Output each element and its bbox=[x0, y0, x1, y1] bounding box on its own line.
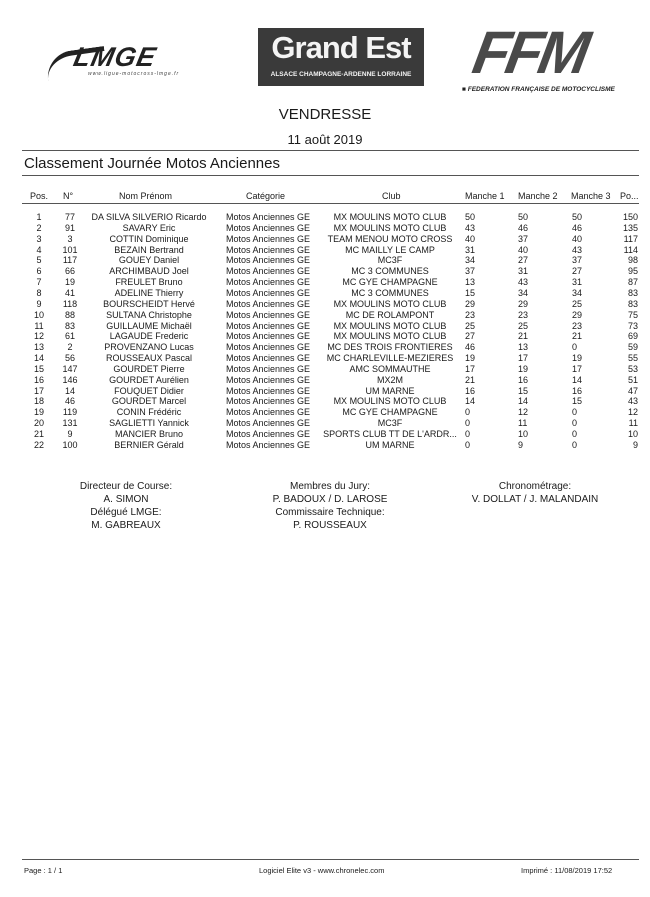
cell-pts: 11 bbox=[628, 418, 638, 429]
cell-num: 131 bbox=[62, 418, 78, 429]
cell-pts: 150 bbox=[622, 212, 638, 222]
cell-club: MX MOULINS MOTO CLUB bbox=[333, 396, 447, 407]
cell-m3: 50 bbox=[572, 212, 583, 222]
cell-num: 46 bbox=[64, 396, 75, 407]
cell-name: SULTANA Christophe bbox=[106, 309, 192, 320]
cell-m2: 15 bbox=[518, 385, 529, 396]
cell-num: 146 bbox=[62, 374, 78, 385]
cell-pts: 69 bbox=[627, 331, 638, 342]
cell-m2: 43 bbox=[518, 277, 529, 288]
header-category: Catégorie bbox=[246, 191, 286, 201]
cell-num: 3 bbox=[67, 233, 73, 244]
lmge-logo-text: LMGE bbox=[70, 42, 160, 72]
cell-pts: 9 bbox=[632, 439, 638, 450]
cell-m3: 43 bbox=[572, 244, 583, 255]
header-name: Nom Prénom bbox=[119, 191, 173, 201]
cell-m3: 0 bbox=[572, 429, 578, 439]
cell-m1: 0 bbox=[465, 439, 471, 450]
divider bbox=[22, 150, 639, 151]
cell-m1: 16 bbox=[465, 385, 476, 396]
cell-m2: 21 bbox=[518, 331, 529, 342]
header-m1: Manche 1 bbox=[465, 191, 505, 201]
cell-category: Motos Anciennes GE bbox=[226, 374, 311, 385]
cell-club: MC GYE CHAMPAGNE bbox=[342, 277, 438, 288]
cell-m2: 31 bbox=[518, 266, 529, 277]
cell-pts: 114 bbox=[623, 244, 638, 255]
cell-m3: 14 bbox=[572, 374, 583, 385]
divider bbox=[22, 175, 639, 176]
cell-name: MANCIER Bruno bbox=[114, 429, 184, 439]
cell-name: SAVARY Eric bbox=[122, 222, 176, 233]
cell-m3: 0 bbox=[572, 407, 578, 418]
cell-m3: 17 bbox=[572, 363, 583, 374]
cell-pts: 117 bbox=[623, 233, 638, 244]
cell-m1: 19 bbox=[465, 353, 476, 363]
cell-m3: 46 bbox=[572, 222, 583, 233]
cell-club: MC DES TROIS FRONTIERES bbox=[327, 342, 453, 353]
cell-pts: 135 bbox=[622, 222, 638, 233]
cell-m3: 25 bbox=[572, 298, 583, 309]
cell-pts: 51 bbox=[627, 374, 638, 385]
grand-est-logo-text: Grand Est bbox=[271, 30, 411, 65]
cell-category: Motos Anciennes GE bbox=[226, 298, 311, 309]
cell-num: 147 bbox=[62, 363, 78, 374]
cell-m1: 13 bbox=[465, 277, 476, 288]
cell-pos: 3 bbox=[36, 233, 42, 244]
cell-m2: 17 bbox=[518, 353, 529, 363]
cell-name: CONIN Frédéric bbox=[116, 407, 182, 418]
cell-m3: 15 bbox=[572, 396, 583, 407]
header-m3: Manche 3 bbox=[571, 191, 611, 201]
cell-num: 91 bbox=[64, 222, 75, 233]
cell-pos: 1 bbox=[36, 212, 42, 222]
cell-category: Motos Anciennes GE bbox=[226, 342, 311, 353]
cell-club: MC3F bbox=[377, 255, 403, 266]
cell-category: Motos Anciennes GE bbox=[226, 407, 311, 418]
cell-m3: 21 bbox=[572, 331, 583, 342]
cell-club: TEAM MENOU MOTO CROSS bbox=[327, 233, 453, 244]
cell-pos: 11 bbox=[34, 320, 44, 331]
cell-category: Motos Anciennes GE bbox=[226, 233, 311, 244]
cell-m1: 43 bbox=[465, 222, 476, 233]
timing-names: V. DOLLAT / J. MALANDAIN bbox=[471, 494, 599, 505]
cell-pts: 75 bbox=[627, 309, 638, 320]
cell-name: BERNIER Gérald bbox=[114, 439, 184, 450]
cell-category: Motos Anciennes GE bbox=[226, 331, 311, 342]
cell-num: 56 bbox=[64, 353, 75, 363]
cell-m1: 17 bbox=[465, 363, 476, 374]
cell-name: PROVENZANO Lucas bbox=[104, 342, 194, 353]
cell-pos: 2 bbox=[36, 222, 42, 233]
cell-m2: 25 bbox=[518, 320, 529, 331]
cell-name: COTTIN Dominique bbox=[109, 233, 189, 244]
cell-pos: 4 bbox=[36, 244, 42, 255]
cell-m3: 27 bbox=[572, 266, 583, 277]
cell-category: Motos Anciennes GE bbox=[226, 266, 311, 277]
cell-m2: 13 bbox=[518, 342, 529, 353]
software-credit: Logiciel Elite v3 - www.chronelec.com bbox=[259, 866, 385, 875]
cell-category: Motos Anciennes GE bbox=[226, 309, 311, 320]
cell-pos: 18 bbox=[33, 396, 44, 407]
header-club: Club bbox=[382, 191, 401, 201]
lmge-logo-url: www.ligue-motocross-lmge.fr bbox=[88, 71, 180, 77]
cell-m2: 19 bbox=[518, 363, 529, 374]
cell-pts: 47 bbox=[627, 385, 638, 396]
cell-pts: 98 bbox=[627, 255, 638, 266]
cell-m2: 9 bbox=[518, 439, 524, 450]
cell-m3: 0 bbox=[572, 342, 578, 353]
footer-divider bbox=[22, 859, 639, 860]
cell-m3: 34 bbox=[572, 287, 583, 298]
lmge-logo bbox=[46, 38, 216, 82]
cell-pos: 16 bbox=[33, 374, 44, 385]
cell-club: AMC SOMMAUTHE bbox=[349, 363, 431, 374]
cell-pts: 95 bbox=[627, 266, 638, 277]
print-timestamp: Imprimé : 11/08/2019 17:52 bbox=[521, 866, 613, 875]
cell-m2: 29 bbox=[518, 298, 529, 309]
delegate-label: Délégué LMGE: bbox=[90, 507, 162, 518]
cell-category: Motos Anciennes GE bbox=[226, 418, 311, 429]
cell-pos: 19 bbox=[33, 407, 44, 418]
cell-m2: 14 bbox=[518, 396, 529, 407]
cell-pos: 13 bbox=[33, 342, 44, 353]
cell-num: 9 bbox=[67, 429, 73, 439]
cell-pts: 87 bbox=[627, 277, 638, 288]
cell-m1: 37 bbox=[465, 266, 476, 277]
cell-pts: 83 bbox=[627, 298, 638, 309]
cell-name: GOURDET Marcel bbox=[111, 396, 187, 407]
cell-pts: 55 bbox=[627, 353, 638, 363]
cell-name: GOURDET Aurélien bbox=[109, 374, 189, 385]
cell-club: MC 3 COMMUNES bbox=[351, 266, 429, 277]
cell-pts: 73 bbox=[627, 320, 638, 331]
cell-category: Motos Anciennes GE bbox=[226, 244, 311, 255]
cell-name: GUILLAUME Michaël bbox=[106, 320, 192, 331]
cell-category: Motos Anciennes GE bbox=[226, 385, 311, 396]
event-location: VENDRESSE bbox=[278, 106, 372, 123]
timing-label: Chronométrage: bbox=[498, 481, 572, 492]
cell-num: 118 bbox=[62, 298, 78, 309]
cell-m2: 16 bbox=[518, 374, 529, 385]
cell-num: 119 bbox=[62, 407, 78, 418]
header-pts: Po... bbox=[620, 191, 639, 201]
cell-num: 100 bbox=[62, 439, 78, 450]
cell-m2: 40 bbox=[518, 244, 529, 255]
cell-pos: 20 bbox=[33, 418, 44, 429]
cell-category: Motos Anciennes GE bbox=[226, 429, 311, 439]
delegate-name: M. GABREAUX bbox=[91, 520, 161, 531]
cell-m3: 31 bbox=[572, 277, 583, 288]
cell-m2: 37 bbox=[518, 233, 529, 244]
cell-category: Motos Anciennes GE bbox=[226, 353, 311, 363]
cell-pts: 83 bbox=[627, 287, 638, 298]
cell-m2: 10 bbox=[518, 429, 529, 439]
cell-club: MX MOULINS MOTO CLUB bbox=[333, 298, 447, 309]
cell-pts: 43 bbox=[627, 396, 638, 407]
cell-m1: 27 bbox=[465, 331, 476, 342]
cell-pos: 6 bbox=[36, 266, 42, 277]
cell-pos: 8 bbox=[36, 287, 42, 298]
cell-pos: 17 bbox=[33, 385, 44, 396]
cell-club: MX2M bbox=[376, 374, 403, 385]
cell-m1: 31 bbox=[465, 244, 476, 255]
cell-name: ADELINE Thierry bbox=[114, 287, 184, 298]
ffm-logo-caption: ■ FEDERATION FRANÇAISE DE MOTOCYCLISME bbox=[462, 86, 615, 93]
cell-category: Motos Anciennes GE bbox=[226, 255, 311, 266]
cell-num: 2 bbox=[67, 342, 73, 353]
cell-category: Motos Anciennes GE bbox=[226, 277, 311, 288]
cell-pos: 7 bbox=[36, 277, 42, 288]
cell-num: 41 bbox=[64, 287, 75, 298]
cell-num: 117 bbox=[62, 255, 78, 266]
cell-pts: 10 bbox=[627, 429, 638, 439]
page-title: Classement Journée Motos Anciennes bbox=[24, 155, 280, 172]
cell-num: 88 bbox=[64, 309, 75, 320]
cell-m1: 14 bbox=[465, 396, 476, 407]
cell-m1: 25 bbox=[465, 320, 476, 331]
grand-est-logo bbox=[258, 28, 424, 86]
cell-club: SPORTS CLUB TT DE L'ARDR... bbox=[323, 429, 457, 439]
cell-name: DA SILVA SILVERIO Ricardo bbox=[91, 212, 207, 222]
tech-label: Commissaire Technique: bbox=[275, 507, 385, 518]
cell-category: Motos Anciennes GE bbox=[226, 396, 311, 407]
cell-m1: 0 bbox=[465, 429, 471, 439]
cell-m1: 50 bbox=[465, 212, 476, 222]
cell-num: 61 bbox=[64, 331, 75, 342]
cell-num: 19 bbox=[64, 277, 75, 288]
cell-pos: 5 bbox=[36, 255, 42, 266]
cell-num: 77 bbox=[64, 212, 75, 222]
ffm-caption-text: FEDERATION FRANÇAISE DE MOTOCYCLISME bbox=[467, 86, 615, 93]
cell-m3: 16 bbox=[572, 385, 583, 396]
event-date: 11 août 2019 bbox=[287, 132, 363, 147]
cell-m3: 37 bbox=[572, 255, 583, 266]
cell-club: MC MAILLY LE CAMP bbox=[345, 244, 435, 255]
header-num: N° bbox=[63, 191, 74, 201]
cell-pos: 14 bbox=[33, 353, 44, 363]
cell-pts: 59 bbox=[627, 342, 638, 353]
cell-num: 14 bbox=[64, 385, 75, 396]
cell-name: GOUEY Daniel bbox=[118, 255, 180, 266]
cell-club: MC CHARLEVILLE-MEZIERES bbox=[326, 353, 454, 363]
cell-name: ARCHIMBAUD Joel bbox=[109, 266, 189, 277]
cell-num: 83 bbox=[64, 320, 75, 331]
cell-club: UM MARNE bbox=[365, 439, 415, 450]
cell-category: Motos Anciennes GE bbox=[226, 222, 311, 233]
cell-m2: 46 bbox=[518, 222, 529, 233]
cell-pts: 53 bbox=[627, 363, 638, 374]
cell-pos: 22 bbox=[33, 439, 44, 450]
cell-category: Motos Anciennes GE bbox=[226, 287, 311, 298]
cell-pos: 9 bbox=[36, 298, 42, 309]
cell-m3: 23 bbox=[572, 320, 583, 331]
cell-m3: 29 bbox=[572, 309, 583, 320]
jury-label: Membres du Jury: bbox=[289, 481, 371, 492]
cell-m1: 15 bbox=[465, 287, 476, 298]
header-m2: Manche 2 bbox=[518, 191, 558, 201]
cell-club: MX MOULINS MOTO CLUB bbox=[333, 212, 447, 222]
cell-pos: 12 bbox=[33, 331, 44, 342]
cell-m2: 50 bbox=[518, 212, 529, 222]
header-pos: Pos. bbox=[30, 191, 49, 201]
director-name: A. SIMON bbox=[103, 494, 149, 505]
cell-name: ROUSSEAUX Pascal bbox=[105, 353, 193, 363]
cell-pts: 12 bbox=[627, 407, 638, 418]
cell-m3: 0 bbox=[572, 418, 578, 429]
header-divider bbox=[22, 203, 639, 204]
cell-name: GOURDET Pierre bbox=[113, 363, 185, 374]
cell-name: SAGLIETTI Yannick bbox=[109, 418, 189, 429]
page-number: Page : 1 / 1 bbox=[24, 866, 63, 875]
cell-m2: 11 bbox=[518, 418, 528, 429]
cell-club: MX MOULINS MOTO CLUB bbox=[333, 320, 447, 331]
cell-category: Motos Anciennes GE bbox=[226, 439, 311, 450]
grand-est-region-line: ALSACE CHAMPAGNE-ARDENNE LORRAINE bbox=[270, 71, 412, 78]
cell-m1: 0 bbox=[465, 407, 471, 418]
ffm-logo-letters: FFM bbox=[468, 19, 592, 86]
cell-club: MC3F bbox=[377, 418, 403, 429]
cell-m2: 12 bbox=[518, 407, 529, 418]
cell-m1: 46 bbox=[465, 342, 476, 353]
cell-m1: 34 bbox=[465, 255, 476, 266]
cell-m1: 29 bbox=[465, 298, 476, 309]
cell-m2: 34 bbox=[518, 287, 529, 298]
cell-name: FREULET Bruno bbox=[115, 277, 183, 288]
cell-name: LAGAUDE Frederic bbox=[109, 331, 189, 342]
cell-category: Motos Anciennes GE bbox=[226, 212, 311, 222]
cell-m1: 40 bbox=[465, 233, 476, 244]
cell-m1: 0 bbox=[465, 418, 471, 429]
cell-club: MX MOULINS MOTO CLUB bbox=[333, 222, 447, 233]
cell-name: BOURSCHEIDT Hervé bbox=[103, 298, 195, 309]
cell-club: MC GYE CHAMPAGNE bbox=[342, 407, 438, 418]
cell-category: Motos Anciennes GE bbox=[226, 363, 311, 374]
cell-m1: 21 bbox=[465, 374, 476, 385]
cell-club: MC DE ROLAMPONT bbox=[345, 309, 435, 320]
cell-club: MX MOULINS MOTO CLUB bbox=[333, 331, 447, 342]
cell-pos: 21 bbox=[33, 429, 44, 439]
cell-m3: 40 bbox=[572, 233, 583, 244]
cell-club: UM MARNE bbox=[365, 385, 415, 396]
cell-m1: 23 bbox=[465, 309, 476, 320]
cell-m2: 23 bbox=[518, 309, 529, 320]
tech-name: P. ROUSSEAUX bbox=[293, 520, 367, 531]
cell-num: 101 bbox=[62, 244, 78, 255]
cell-club: MC 3 COMMUNES bbox=[351, 287, 429, 298]
cell-m3: 19 bbox=[572, 353, 583, 363]
cell-pos: 10 bbox=[33, 309, 44, 320]
cell-m2: 27 bbox=[518, 255, 529, 266]
cell-pos: 15 bbox=[33, 363, 44, 374]
ffm-logo bbox=[462, 18, 615, 93]
director-label: Directeur de Course: bbox=[79, 481, 173, 492]
cell-category: Motos Anciennes GE bbox=[226, 320, 311, 331]
cell-m3: 0 bbox=[572, 439, 578, 450]
cell-name: FOUQUET Didier bbox=[114, 385, 184, 396]
cell-name: BEZAIN Bertrand bbox=[114, 244, 184, 255]
jury-names: P. BADOUX / D. LAROSE bbox=[272, 494, 388, 505]
cell-num: 66 bbox=[64, 266, 75, 277]
